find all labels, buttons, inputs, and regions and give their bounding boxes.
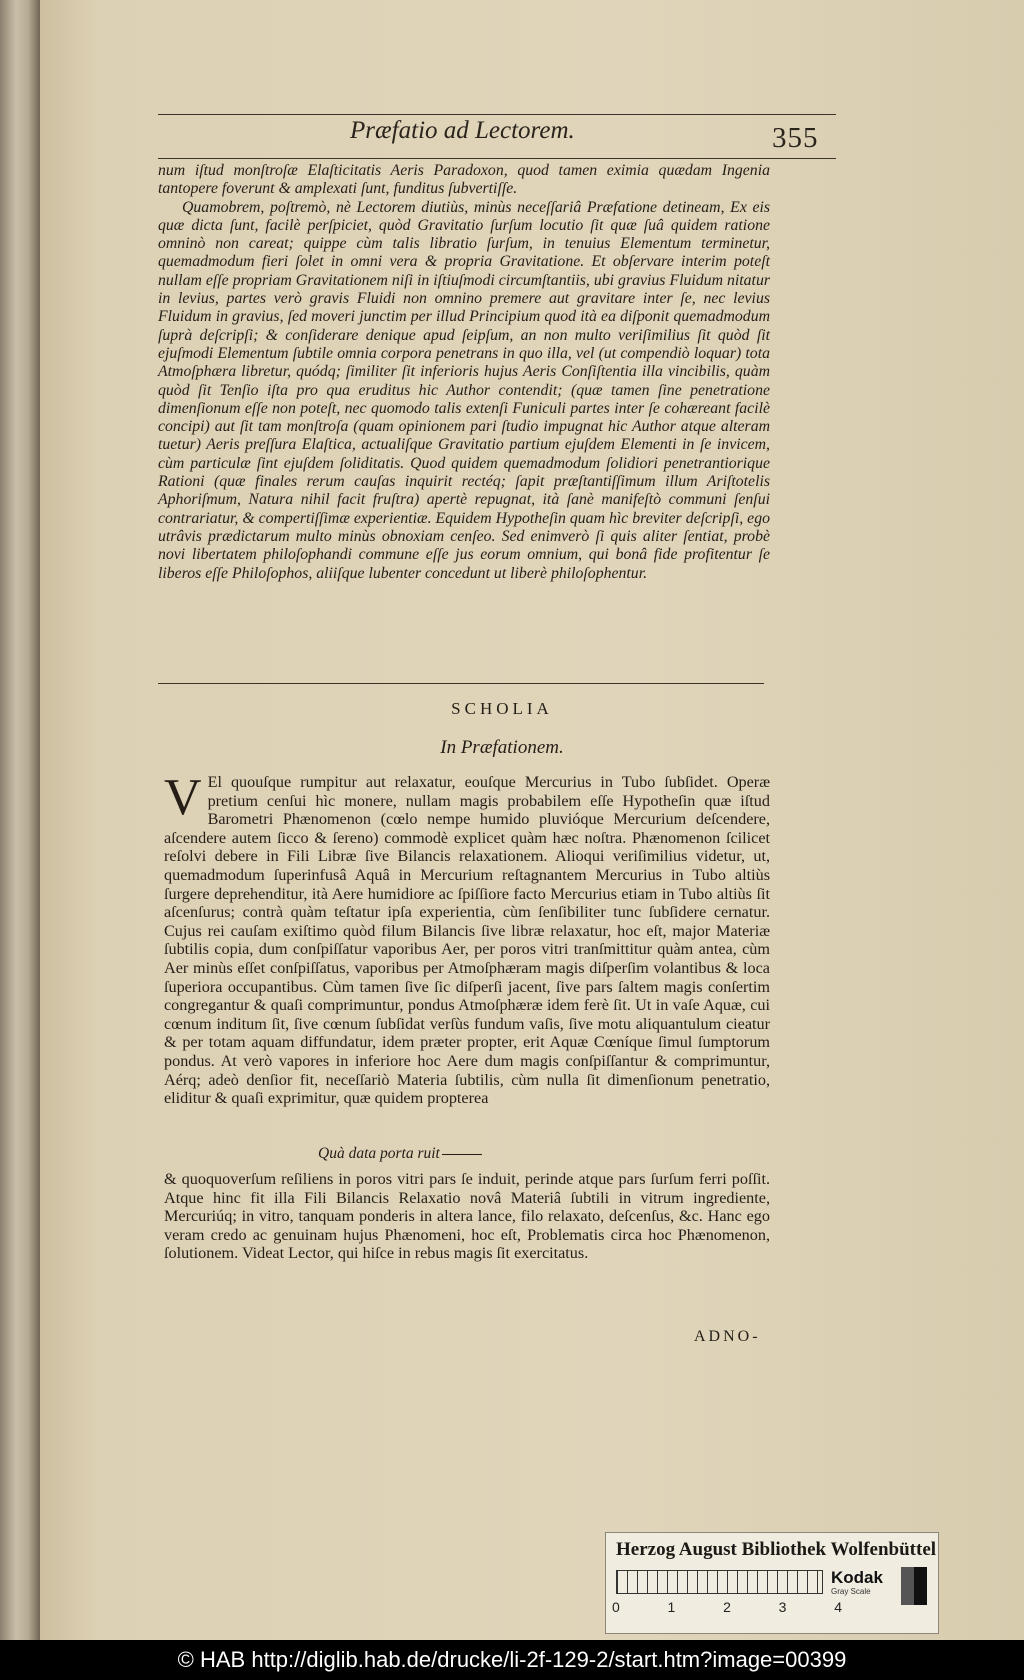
running-header: Præfatio ad Lectorem. (350, 117, 575, 144)
preface-text (158, 162, 770, 583)
quotation-dash (442, 1154, 482, 1155)
ruler-number: 0 (612, 1599, 620, 1615)
scholia-heading: SCHOLIA (451, 699, 553, 718)
quotation-line (318, 1145, 482, 1163)
book-page (40, 0, 1024, 1640)
gray-swatch (901, 1567, 927, 1605)
header-rule-lower (158, 158, 836, 159)
scholia-subheading: In Præfationem. (440, 737, 564, 758)
library-color-card (605, 1532, 939, 1634)
kodak-logo (831, 1569, 897, 1595)
preface-paragraph-1: num iſtud monſtroſæ Elaſticitatis Aeris Paradoxon, quod tamen eximia quædam Ingenia tantopere foverunt & amplexati ſunt, funditus ſubvertiſſe. (158, 162, 770, 198)
scholia-body (164, 769, 770, 1108)
preface-paragraph-2: Quamobrem, poſtremò, nè Lectorem diutiùs, minùs neceſſariâ Præfatione detineam, Ex eis quæ dicta ſunt, facilè perſpiciet, quòd Gravitatio ſurſum locutio ſit quæ ſuâ quidem ratione omninò non careat; quippe cùm talis libratio ſurſum, in tenuius Elementum terminetur, quemadmodum fieri ſolet in omni vera & propria Gravitatione. Et obſervare interim poteſt nullam eſſe propriam Gravitationem niſi in iſtiuſmodi circumſtantiis, ubi gravius Fluidum nitatur in levius, partes verò gravis Fluidi non omnino premere aut gravitare inter ſe, nec levius Fluidum in gravius, ſed moveri junctim per illud Principium quod ità ea diſponit quemadmodum ſuprà deſcripſi; & conſiderare denique apud ſeipſum, an non multo veriſimilius ſit quòd ſit ejuſmodi Elementum ſubtile omnia corpora penetrans in quo illa, vel (ut compendiò loquar) tota Atmoſphæra libretur, quódq; ſimiliter ſit inferioris hujus Aeris Conſiſtentia illa vincibilis, quàm quòd ſit Tenſio iſta pro qua eruditus hic Author contendit; (quæ tamen ſine penetratione dimenſionum eſſe non poteſt, nec quomodo talis extenſi Funiculi partes inter ſe cohæreant facilè concipi) aut ſit tam monſtroſa (quam opinionem pari ſtudio impugnat hic Author atque alteram tuetur) Aeris preſſura Elaſtica, actualiſque Gravitatio partium ejuſdem Elementi in ſe invicem, cùm particulæ ſint ejuſdem ſoliditatis. Quod quidem quemadmodum ſolidiori penetrantiorique Rationi (quæ finales rerum cauſas inquirit rectéq; ſapit præſtantiſſimum illum Ariſtotelis Aphoriſmum, Natura nihil facit fruſtra) apertè repugnat, ità ſanè manifeſtò communi ſenſui contrariatur, & compertiſſimæ experientiæ. Equidem Hypotheſin quam hìc breviter deſcripſi, ego utrâvis prædictarum multo minùs obnoxiam cenſeo. Sed enimverò ſi quis aliter ſentiat, probè novi libertatem philoſophandi commune eſſe jus eorum omnium, qui bonâ fide profitentur ſe liberos eſſe Philoſophos, aliiſque lubenter concedunt ut liberè philoſophentur. (158, 198, 770, 582)
adjacent-page-edge (0, 0, 40, 1640)
ruler-numbers (612, 1599, 902, 1615)
drop-cap: V (164, 769, 202, 826)
ruler-number: 1 (667, 1599, 676, 1615)
ruler-number: 2 (723, 1599, 731, 1615)
library-name: Herzog August Bibliothek Wolfenbüttel (616, 1539, 937, 1560)
header-rule (158, 114, 836, 115)
ruler-number: 3 (778, 1599, 787, 1615)
scholia-paragraph-1: El quouſque rumpitur aut relaxatur, eouſque Mercurius in Tubo ſubſidet. Operæ pretium cenſui hìc monere, nullam magis probabilem eſſe Hypotheſin quæ iſtud Barometri Phænomenon (cœlo nempe humido pluvióque Mercurium deſcendere, aſcendere autem ſicco & ſereno) commodè explicet quàm hæc noſtra. Phænomenon ſcilicet reſolvi debere in Fili Libræ ſive Bilancis relaxationem. Alioqui veriſimilius videtur, ut, quemadmodum ſuperinfusâ Aquâ in Mercurium reſtagnantem Mercurius in Tubo altiùs ſurgere deprehenditur, ità Aere humidiore ac ſpiſſiore facto Mercurius etiam in Tubo altiùs ſit aſcenſurus; contrà quàm teſtatur ipſa experientia, cùm ſenſibiliter tunc ſubſidere cernatur. Cujus rei cauſam exiſtimo quòd filum Bilancis ſive libræ relaxatur, hoc eſt, major Materiæ ſubtilis copia, dum conſpiſſatur vaporibus Aer, per poros vitri tranſmittitur quàm antea, cùm Aer minùs eſſet conſpiſſatus, vaporibus per Atmoſphæram magis diſperſim volantibus & loca ſuperiora occupantibus. Cùm tamen ſive ſic diſperſi jacent, ſive pars ſaltem magis conſertim congregantur & quaſi comprimuntur, pondus Atmoſphæræ idem ferè ſit. Ut in vaſe Aquæ, cui cœnum inditum ſit, ſive cœnum ſubſidat verſùs fundum vaſis, ſive motu aliquantulum cieatur & per totam aquam diffundatur, idem præter propter, erit Aquæ Cœníque ſimul ſumptorum pondus. At verò vapores in inferiore hoc Aere dum magis conſpiſſantur & comprimuntur, Aérq; adeò denſior fit, neceſſariò Materia ſubtilis, cùm nulla ſit dimenſionum penetratio, eliditur & quaſi exprimitur, quæ quidem propterea (164, 773, 770, 1108)
page-number: 355 (772, 122, 819, 154)
catchword: ADNO- (694, 1328, 761, 1345)
copyright-footer: © HAB http://diglib.hab.de/drucke/li-2f-129-2/start.htm?image=00399 (0, 1640, 1024, 1680)
scholia-paragraph-2: & quoquoverſum reſiliens in poros vitri pars ſe induit, perinde atque pars ſurſum ferri poſſit. Atque hinc fit illa Fili Bilancis Relaxatio novâ Materiâ ſubtili in vitrum ingrediente, Mercuriúq; in vitro, tanquam ponderis in altera lance, filo relaxato, deſcenſus, &c. Hanc ego veram credo ac genuinam hujus Phænomeni, hoc eſt, Problematis circa hoc Phænomenon, ſolutionem. Videat Lector, qui hiſce in rebus magis ſit exercitatus. (164, 1170, 770, 1263)
ruler-number: 4 (834, 1599, 842, 1615)
ruler-scale (616, 1570, 823, 1594)
grayscale-label: Gray Scale (831, 1587, 871, 1596)
kodak-label: Kodak (831, 1568, 883, 1587)
section-divider (158, 683, 764, 684)
quotation-text: Quà data porta ruit (318, 1145, 440, 1162)
scholia-body-continued (164, 1170, 770, 1263)
